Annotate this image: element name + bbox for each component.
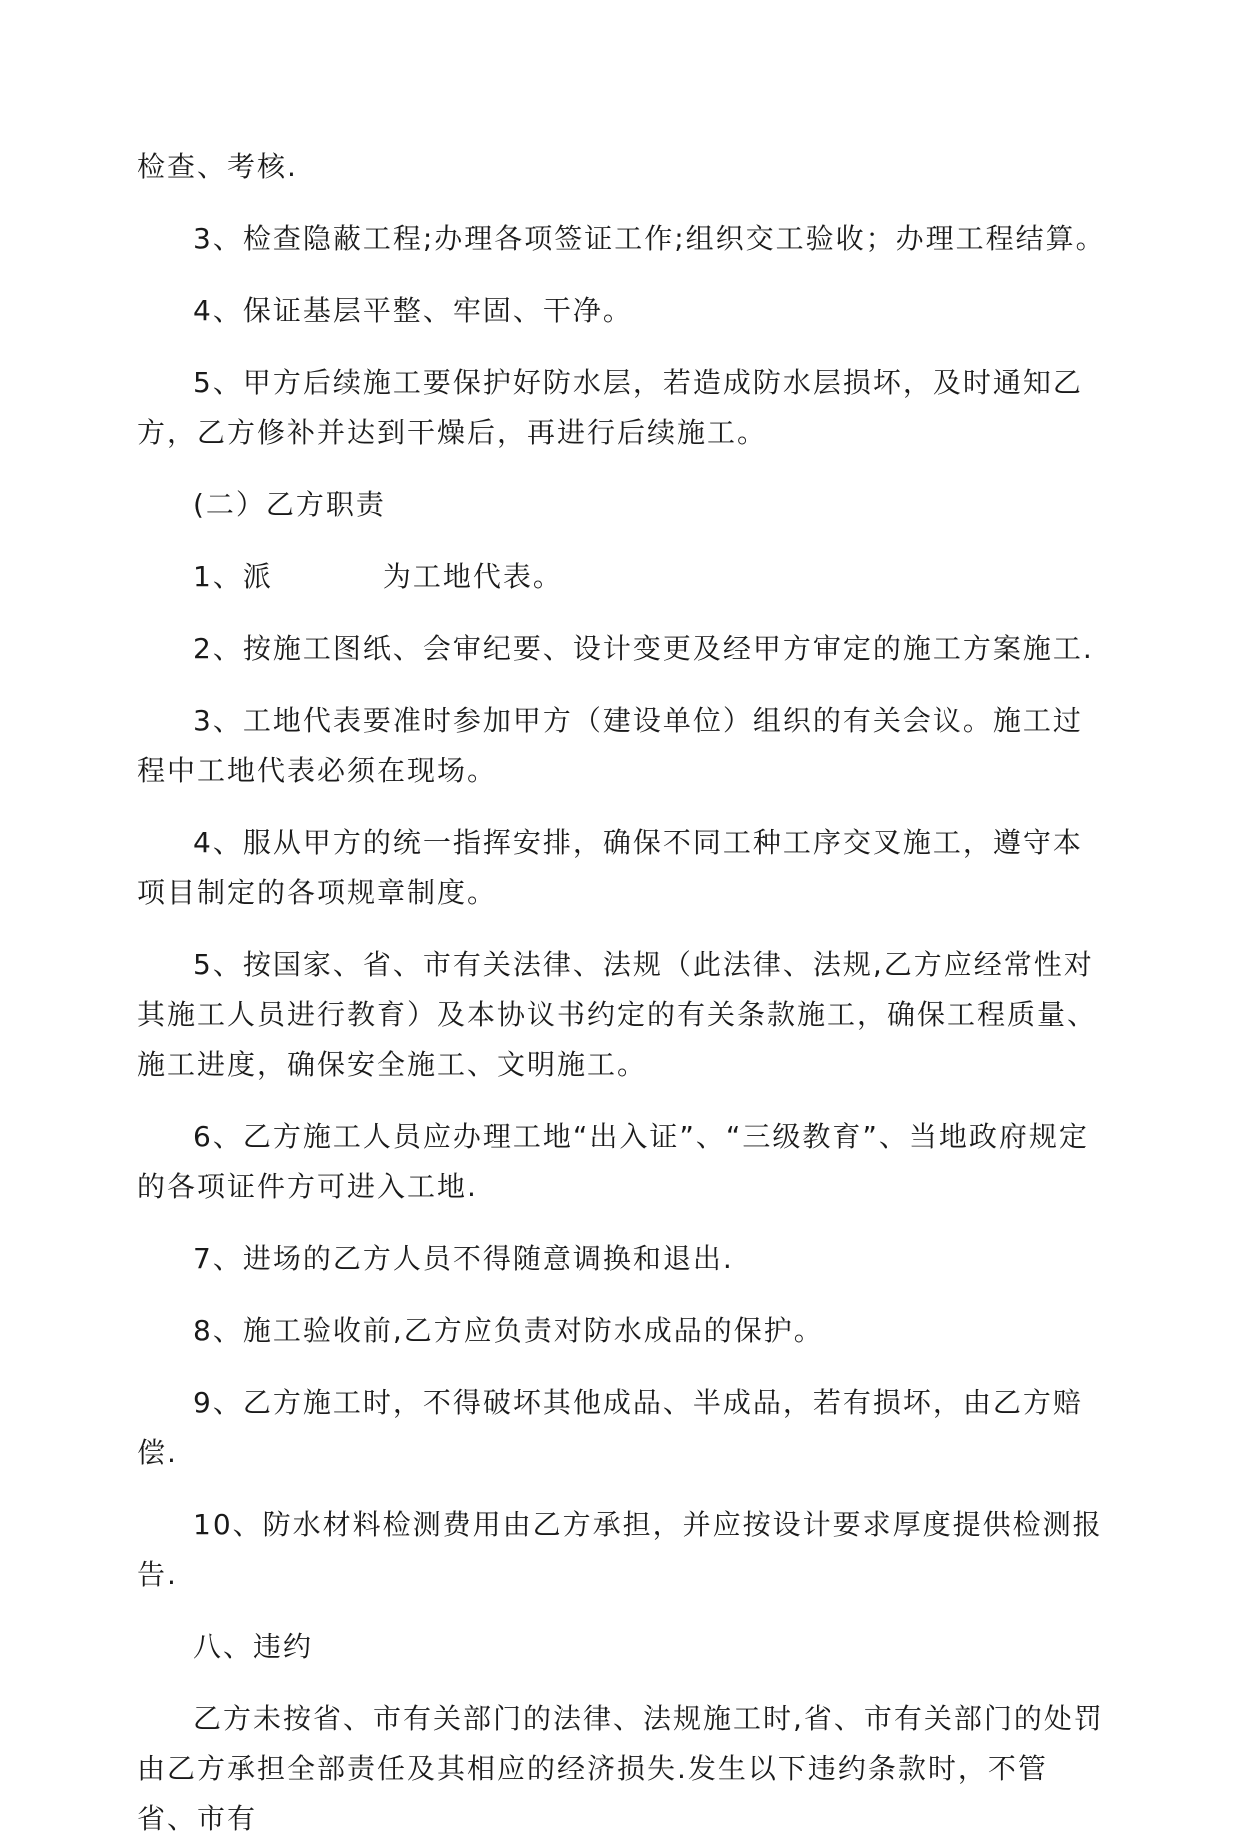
paragraph-item-5-laws-regulations: 5、按国家、省、市有关法律、法规（此法律、法规,乙方应经常性对其施工人员进行教育）及本协议书约定的有关条款施工，确保工程质量、施工进度，确保安全施工、文明施工。 xyxy=(137,948,1098,1081)
representative-text-after: 为工地代表。 xyxy=(382,560,563,593)
paragraph-item-4-base-layer: 4、保证基层平整、牢固、干净。 xyxy=(193,294,633,327)
paragraph-item-9-damage-compensation: 9、乙方施工时，不得破坏其他成品、半成品，若有损坏，由乙方赔偿. xyxy=(137,1386,1083,1469)
paragraph-item-7-personnel: 7、进场的乙方人员不得随意调换和退出. xyxy=(193,1242,734,1275)
paragraph-breach-terms: 乙方未按省、市有关部门的法律、法规施工时,省、市有关部门的处罚由乙方承担全部责任及其相应的经济损失.发生以下违约条款时，不管省、市有 xyxy=(137,1702,1104,1835)
representative-text-before: 1、派 xyxy=(193,560,273,593)
paragraph-item-10-testing-fees: 10、防水材料检测费用由乙方承担，并应按设计要求厚度提供检测报告. xyxy=(137,1508,1103,1591)
paragraph-item-4-obey-command: 4、服从甲方的统一指挥安排，确保不同工种工序交叉施工，遵守本项目制定的各项规章制度。 xyxy=(137,826,1083,909)
paragraph-item-3-hidden-works: 3、检查隐蔽工程;办理各项签证工作;组织交工验收；办理工程结算。 xyxy=(193,222,1106,255)
paragraph-item-5-protect-waterproof: 5、甲方后续施工要保护好防水层，若造成防水层损坏，及时通知乙方，乙方修补并达到干燥后，再进行后续施工。 xyxy=(137,366,1083,449)
paragraph-item-2-construction-drawings: 2、按施工图纸、会审纪要、设计变更及经甲方审定的施工方案施工. xyxy=(193,632,1094,665)
section-heading-breach: 八、违约 xyxy=(193,1630,314,1663)
paragraph-continuation: 检查、考核. xyxy=(137,150,298,183)
section-heading-party-b-duties: (二）乙方职责 xyxy=(193,488,386,521)
paragraph-item-6-entry-permits: 6、乙方施工人员应办理工地“出入证”、“三级教育”、当地政府规定的各项证件方可进入工地. xyxy=(137,1120,1089,1203)
paragraph-item-3-meetings: 3、工地代表要准时参加甲方（建设单位）组织的有关会议。施工过程中工地代表必须在现场。 xyxy=(137,704,1083,787)
paragraph-item-1-site-representative xyxy=(137,552,1107,602)
document-body xyxy=(137,142,1107,1844)
paragraph-item-8-product-protection: 8、施工验收前,乙方应负责对防水成品的保护。 xyxy=(193,1314,824,1347)
